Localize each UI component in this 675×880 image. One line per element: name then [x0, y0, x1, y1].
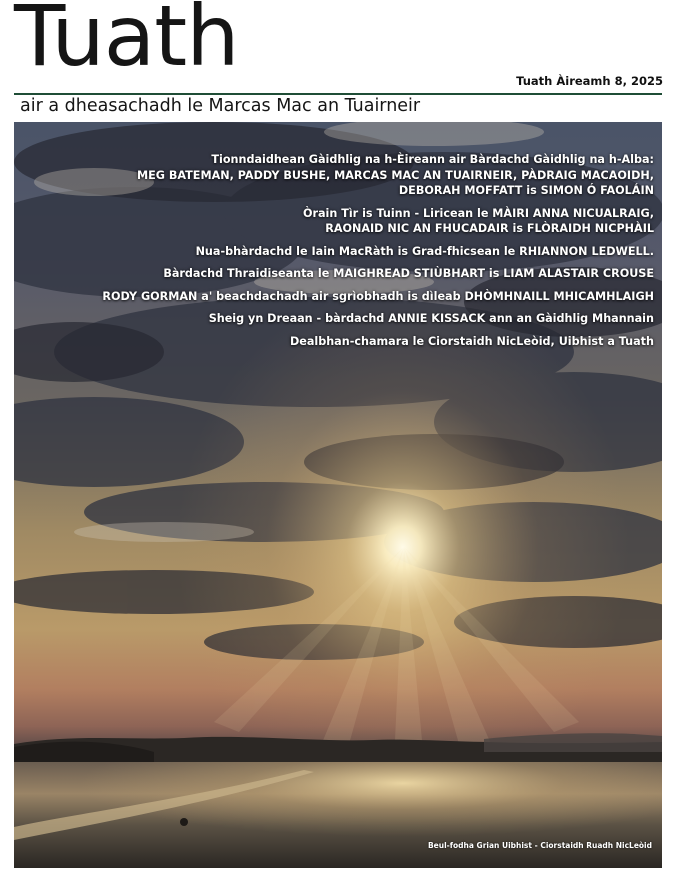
contents-item [34, 244, 654, 260]
contents-line: Tionndaidhean Gàidhlig na h-Èireann air Bàrdachd Gàidhlig na h-Alba: [211, 153, 654, 166]
issue-number: Tuath Àireamh 8, 2025 [516, 74, 663, 88]
contents-line: DEBORAH MOFFATT is SIMON Ó FAOLÁIN [398, 184, 654, 197]
masthead [0, 0, 675, 122]
contents-line: Nua-bhàrdachd le Iain MacRàth is Grad-fhicsean le RHIANNON LEDWELL. [195, 244, 654, 258]
contents-line: RAONAID NIC AN FHUCADAIR is FLÒRAIDH NICPHÀIL [325, 222, 654, 235]
photo-caption: Beul-fodha Grian Uibhist - Ciorstaidh Ruadh NicLeòid [427, 841, 652, 850]
contents-list [34, 152, 654, 356]
contents-line: RODY GORMAN a' beachdachadh air sgrìobhadh is dìleab DHÒMHNAILL MHICAMHLAIGH [102, 289, 654, 303]
editor-subtitle: air a dheasachadh le Marcas Mac an Tuairneir [20, 96, 421, 116]
contents-line: Òrain Tìr is Tuinn - Liricean le MÀIRI ANNA NICUALRAIG, [302, 206, 654, 220]
contents-item [34, 152, 654, 199]
masthead-rule [14, 93, 662, 95]
cover-photo [14, 122, 662, 868]
contents-item [34, 311, 654, 327]
contents-line: Dealbhan-chamara le Ciorstaidh NicLeòid, Uibhist a Tuath [289, 334, 654, 348]
contents-item [34, 206, 654, 237]
contents-line: MEG BATEMAN, PADDY BUSHE, MARCAS MAC AN TUAIRNEIR, PÀDRAIG MACAOIDH, [137, 168, 654, 182]
contents-item [34, 266, 654, 282]
contents-line: Bàrdachd Thraidiseanta le MAIGHREAD STIÙBHART is LIAM ALASTAIR CROUSE [163, 267, 654, 280]
contents-item [34, 334, 654, 350]
contents-item [34, 289, 654, 305]
contents-line: Sheig yn Dreaan - bàrdachd ANNIE KISSACK ann an Gàidhlig Mhannain [208, 312, 654, 325]
magazine-title: Tuath [14, 0, 239, 85]
